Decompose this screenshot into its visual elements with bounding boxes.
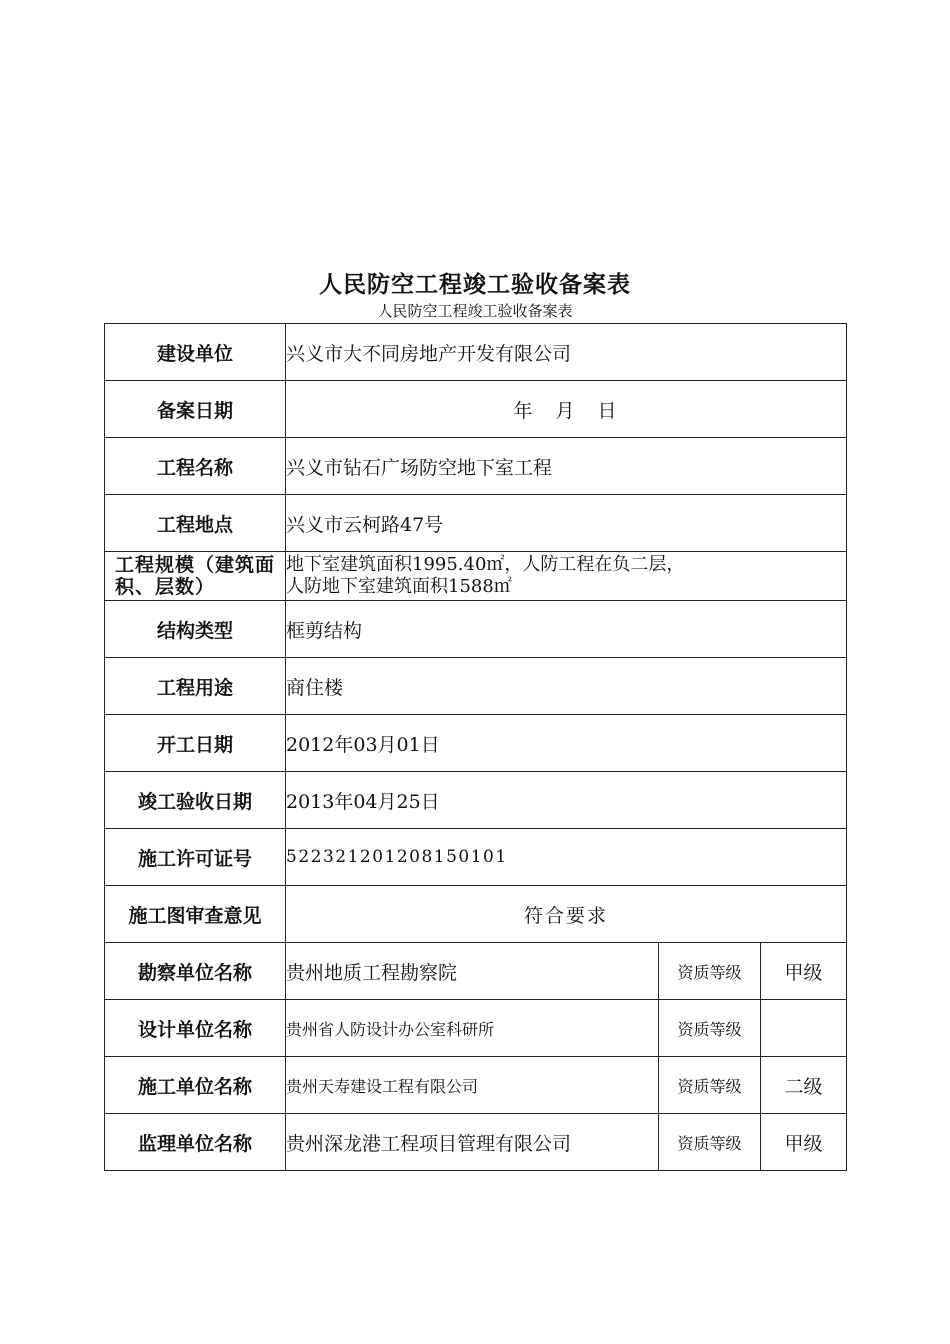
acceptance-date-label: 竣工验收日期	[105, 772, 286, 829]
usage-label: 工程用途	[105, 658, 286, 715]
project-name-label: 工程名称	[105, 438, 286, 495]
design-unit-label: 设计单位名称	[105, 1000, 286, 1057]
record-form-table	[104, 323, 847, 1171]
row-design-unit	[105, 1000, 847, 1057]
scale-value-line1: 地下室建筑面积1995.40㎡，人防工程在负二层，	[286, 554, 685, 575]
supervision-qual-label: 资质等级	[659, 1114, 761, 1171]
scale-value-line2: 人防地下室建筑面积1588㎡	[286, 576, 512, 597]
row-build-unit	[105, 324, 847, 381]
structure-value: 框剪结构	[286, 601, 847, 658]
scale-label: 工程规模（建筑面积、层数）	[105, 552, 286, 601]
row-usage	[105, 658, 847, 715]
permit-no-value: 522321201208150101	[286, 829, 847, 886]
row-start-date	[105, 715, 847, 772]
start-date-value: 2012年03月01日	[286, 715, 847, 772]
design-qual-label: 资质等级	[659, 1000, 761, 1057]
row-structure	[105, 601, 847, 658]
survey-qual-value: 甲级	[761, 943, 847, 1000]
build-unit-label: 建设单位	[105, 324, 286, 381]
row-scale	[105, 552, 847, 601]
row-supervision-unit	[105, 1114, 847, 1171]
drawing-review-value: 符合要求	[286, 886, 847, 943]
survey-unit-label: 勘察单位名称	[105, 943, 286, 1000]
row-project-name	[105, 438, 847, 495]
form-subtitle: 人民防空工程竣工验收备案表	[377, 302, 573, 320]
row-construction-unit	[105, 1057, 847, 1114]
row-drawing-review	[105, 886, 847, 943]
row-permit-no	[105, 829, 847, 886]
supervision-unit-value: 贵州深龙港工程项目管理有限公司	[286, 1114, 659, 1171]
row-location	[105, 495, 847, 552]
row-record-date	[105, 381, 847, 438]
construction-qual-value: 二级	[761, 1057, 847, 1114]
acceptance-date-value: 2013年04月25日	[286, 772, 847, 829]
permit-no-label: 施工许可证号	[105, 829, 286, 886]
construction-unit-value: 贵州天寿建设工程有限公司	[286, 1057, 659, 1114]
record-date-value: 年 月 日	[286, 381, 847, 438]
design-unit-value: 贵州省人防设计办公室科研所	[286, 1000, 659, 1057]
construction-qual-label: 资质等级	[659, 1057, 761, 1114]
survey-qual-label: 资质等级	[659, 943, 761, 1000]
location-value: 兴义市云柯路47号	[286, 495, 847, 552]
usage-value: 商住楼	[286, 658, 847, 715]
row-acceptance-date	[105, 772, 847, 829]
supervision-qual-value: 甲级	[761, 1114, 847, 1171]
build-unit-value: 兴义市大不同房地产开发有限公司	[286, 324, 847, 381]
location-label: 工程地点	[105, 495, 286, 552]
supervision-unit-label: 监理单位名称	[105, 1114, 286, 1171]
project-name-value: 兴义市钻石广场防空地下室工程	[286, 438, 847, 495]
drawing-review-label: 施工图审查意见	[105, 886, 286, 943]
construction-unit-label: 施工单位名称	[105, 1057, 286, 1114]
structure-label: 结构类型	[105, 601, 286, 658]
form-title: 人民防空工程竣工验收备案表	[319, 272, 631, 298]
row-survey-unit	[105, 943, 847, 1000]
scale-value	[286, 552, 847, 601]
start-date-label: 开工日期	[105, 715, 286, 772]
design-qual-value	[761, 1000, 847, 1057]
record-date-label: 备案日期	[105, 381, 286, 438]
survey-unit-value: 贵州地质工程勘察院	[286, 943, 659, 1000]
